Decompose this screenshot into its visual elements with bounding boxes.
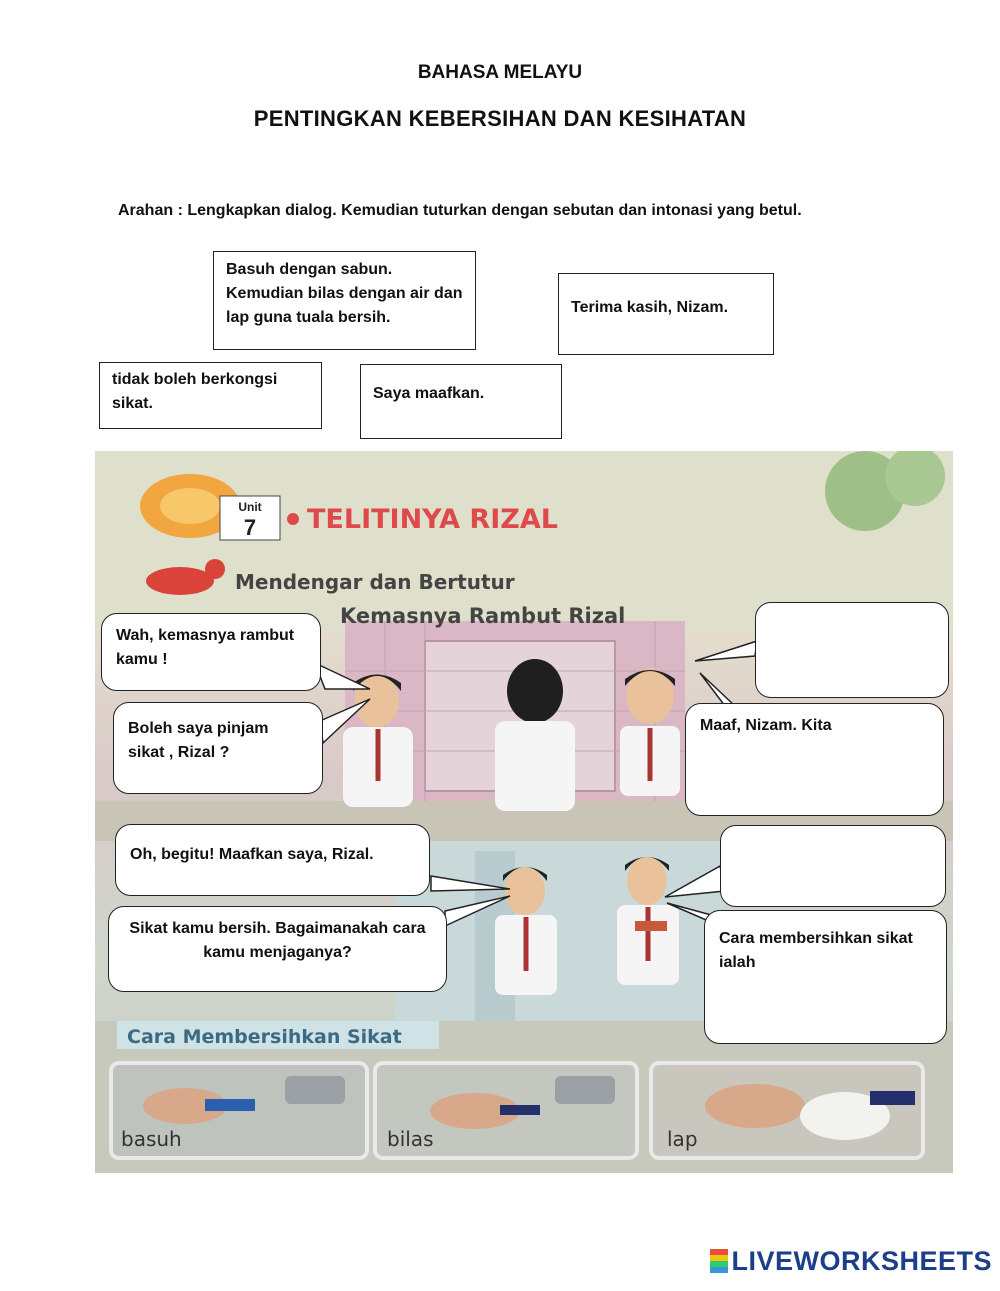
speech-bubble-left-1: [101, 613, 321, 691]
speech-bubble-left-2: [113, 702, 323, 794]
answer-option-3-text: tidak boleh berkongsi sikat.: [112, 371, 278, 412]
answer-option-4[interactable]: [360, 364, 562, 439]
boy-figure-reflection: [620, 668, 680, 796]
story-title: Kemasnya Rambut Rizal: [340, 604, 626, 628]
speech-bubble-right-2[interactable]: [685, 703, 944, 816]
speech-bubble-left-3: [115, 824, 430, 896]
topic-title: PENTINGKAN KEBERSIHAN DAN KESIHATAN: [253, 106, 747, 131]
answer-option-2-text: Terima kasih, Nizam.: [571, 299, 729, 316]
steps-title: Cara Membersihkan Sikat: [127, 1026, 402, 1048]
brand-icon: [710, 1249, 728, 1273]
speech-left-1-text: Wah, kemasnya rambut kamu !: [116, 627, 295, 668]
answer-option-2[interactable]: [558, 273, 774, 355]
speech-bubble-right-1[interactable]: [755, 602, 949, 698]
step-label-lap: lap: [667, 1127, 698, 1151]
speech-right-2-text: Maaf, Nizam. Kita: [700, 717, 832, 734]
section-title: Mendengar dan Bertutur: [235, 570, 515, 594]
liveworksheets-logo: [710, 1246, 992, 1277]
step-panel-basuh: [111, 1063, 367, 1158]
speech-right-4-text: Cara membersihkan sikat ialah: [719, 930, 913, 971]
speech-left-4-text: Sikat kamu bersih. Bagaimanakah cara kamu menjaganya?: [129, 920, 426, 961]
answer-option-1[interactable]: [213, 251, 476, 350]
unit-label: Unit: [238, 500, 262, 514]
instruction-text: Arahan : Lengkapkan dialog. Kemudian tuturkan dengan sebutan dan intonasi yang betul.: [118, 202, 802, 219]
unit-title: TELITINYA RIZAL: [307, 504, 558, 535]
answer-option-3[interactable]: [99, 362, 322, 429]
brand-name: LIVEWORKSHEETS: [731, 1246, 992, 1276]
speech-bubble-right-4[interactable]: [704, 910, 947, 1044]
step-panel-bilas: [375, 1063, 637, 1158]
subject-title: BAHASA MELAYU: [417, 62, 583, 83]
answer-option-1-text: Basuh dengan sabun. Kemudian bilas dengan air dan lap guna tuala bersih.: [226, 261, 463, 326]
speech-bubble-left-4: [108, 906, 447, 992]
step-label-basuh: basuh: [121, 1127, 182, 1151]
answer-option-4-text: Saya maafkan.: [373, 385, 485, 402]
unit-number: 7: [243, 515, 257, 540]
step-label-bilas: bilas: [387, 1127, 434, 1151]
step-panel-lap: [651, 1063, 923, 1158]
speech-bubble-right-3[interactable]: [720, 825, 946, 907]
speech-left-2-text: Boleh saya pinjam sikat , Rizal ?: [128, 720, 269, 761]
speech-left-3-text: Oh, begitu! Maafkan saya, Rizal.: [130, 846, 374, 863]
